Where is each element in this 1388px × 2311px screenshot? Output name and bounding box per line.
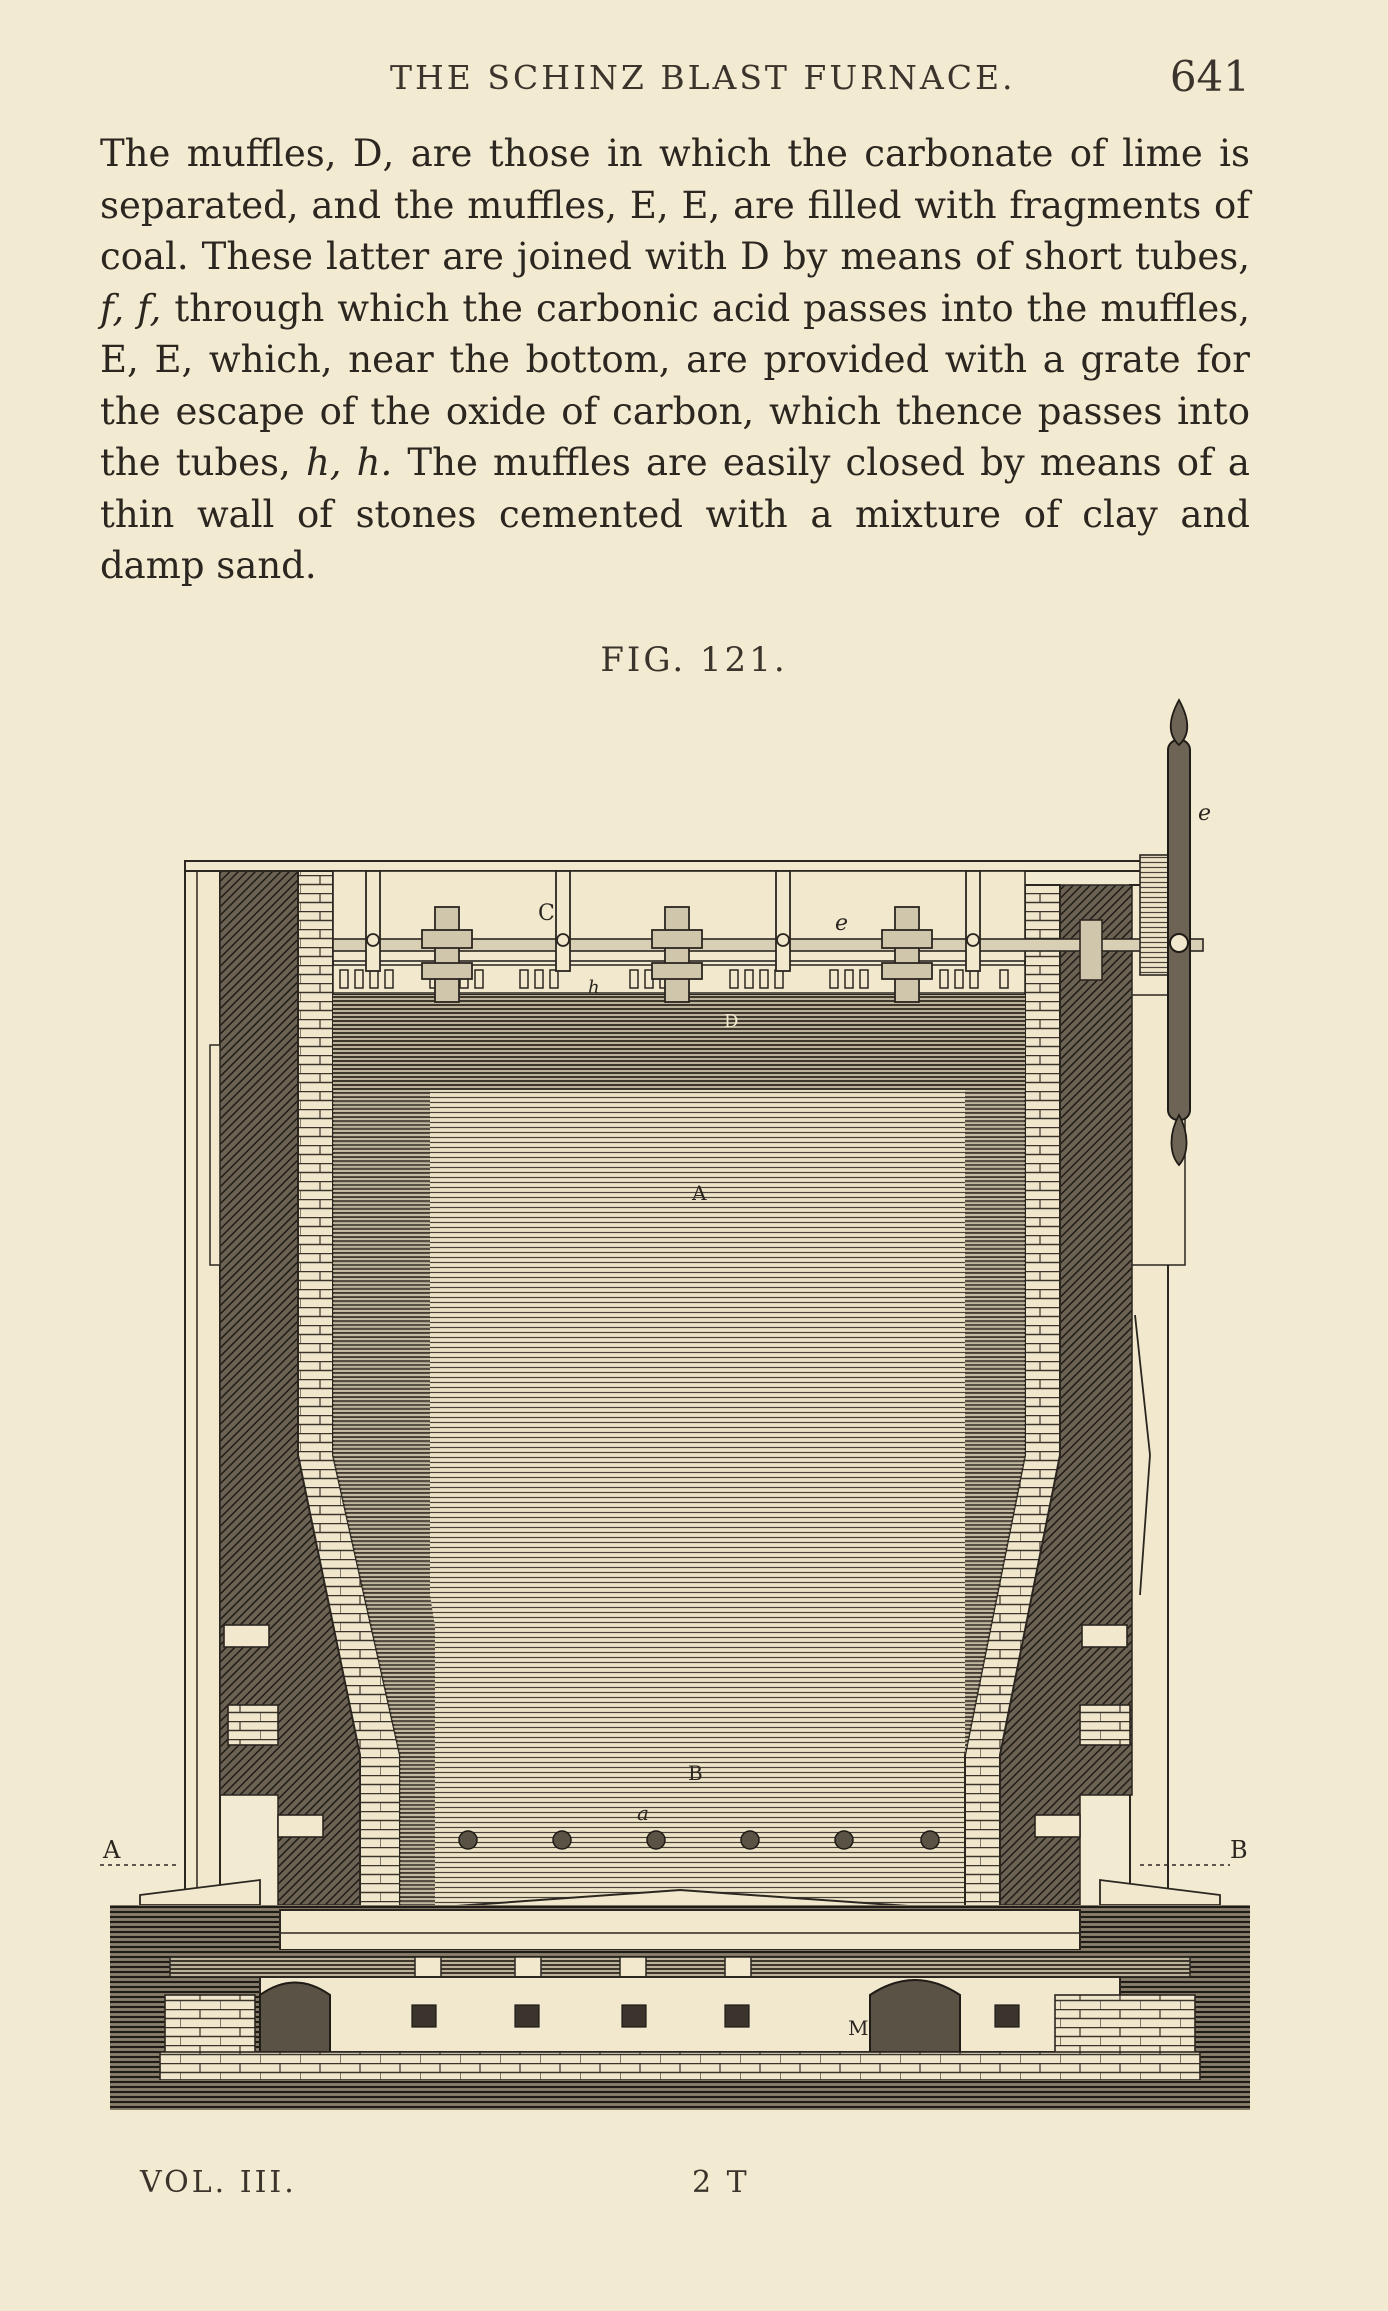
signature-mark: 2 T xyxy=(692,2165,750,2200)
label-A-section: A xyxy=(103,1836,121,1864)
text-segment-label: D xyxy=(352,132,383,175)
text-segment: The muffles are easily closed by means of a thin wall of stones cemented with a mixture of clay and damp sand. xyxy=(100,441,1250,587)
label-A-center: A xyxy=(692,1181,707,1205)
text-segment-label: E, E xyxy=(629,183,709,227)
label-D: D xyxy=(724,1011,739,1032)
text-segment: The muffles, xyxy=(100,132,353,175)
text-segment-label: E, E xyxy=(100,338,182,381)
body-paragraph xyxy=(100,128,1250,592)
text-segment: by means of short tubes, xyxy=(769,235,1250,278)
figure-caption: FIG. 121. xyxy=(600,640,788,680)
text-segment-italic: h, h. xyxy=(305,441,393,484)
text-segment: , which, near the bottom, are provided with a grate for the escape of the oxide of carbon, which thence passes into the tubes, xyxy=(100,338,1250,484)
label-e-top: e xyxy=(835,911,849,936)
furnace-engraving xyxy=(100,695,1260,2160)
label-B-section: B xyxy=(1230,1836,1248,1864)
volume-mark: VOL. III. xyxy=(140,2165,297,2200)
label-h: h xyxy=(588,977,600,998)
text-segment-label: D xyxy=(740,235,770,278)
text-segment-italic: f, f, xyxy=(100,286,162,330)
page-footer xyxy=(140,2165,840,2215)
text-segment: , are those in which the carbonate of lime is separated, and the muffles, xyxy=(100,132,1251,227)
label-C: C xyxy=(538,901,555,926)
text-segment: , are filled with fragments of coal. These latter are joined with xyxy=(100,183,1251,278)
page-number: 641 xyxy=(1169,52,1250,101)
running-head xyxy=(100,52,1250,112)
label-e-side: e xyxy=(1198,801,1212,826)
label-B-center: B xyxy=(688,1761,703,1785)
label-a: a xyxy=(637,1801,649,1825)
running-title: THE SCHINZ BLAST FURNACE. xyxy=(390,58,1016,97)
label-M: M xyxy=(848,2016,869,2040)
text-segment: through which the carbonic acid passes into the muffles, xyxy=(161,286,1250,330)
